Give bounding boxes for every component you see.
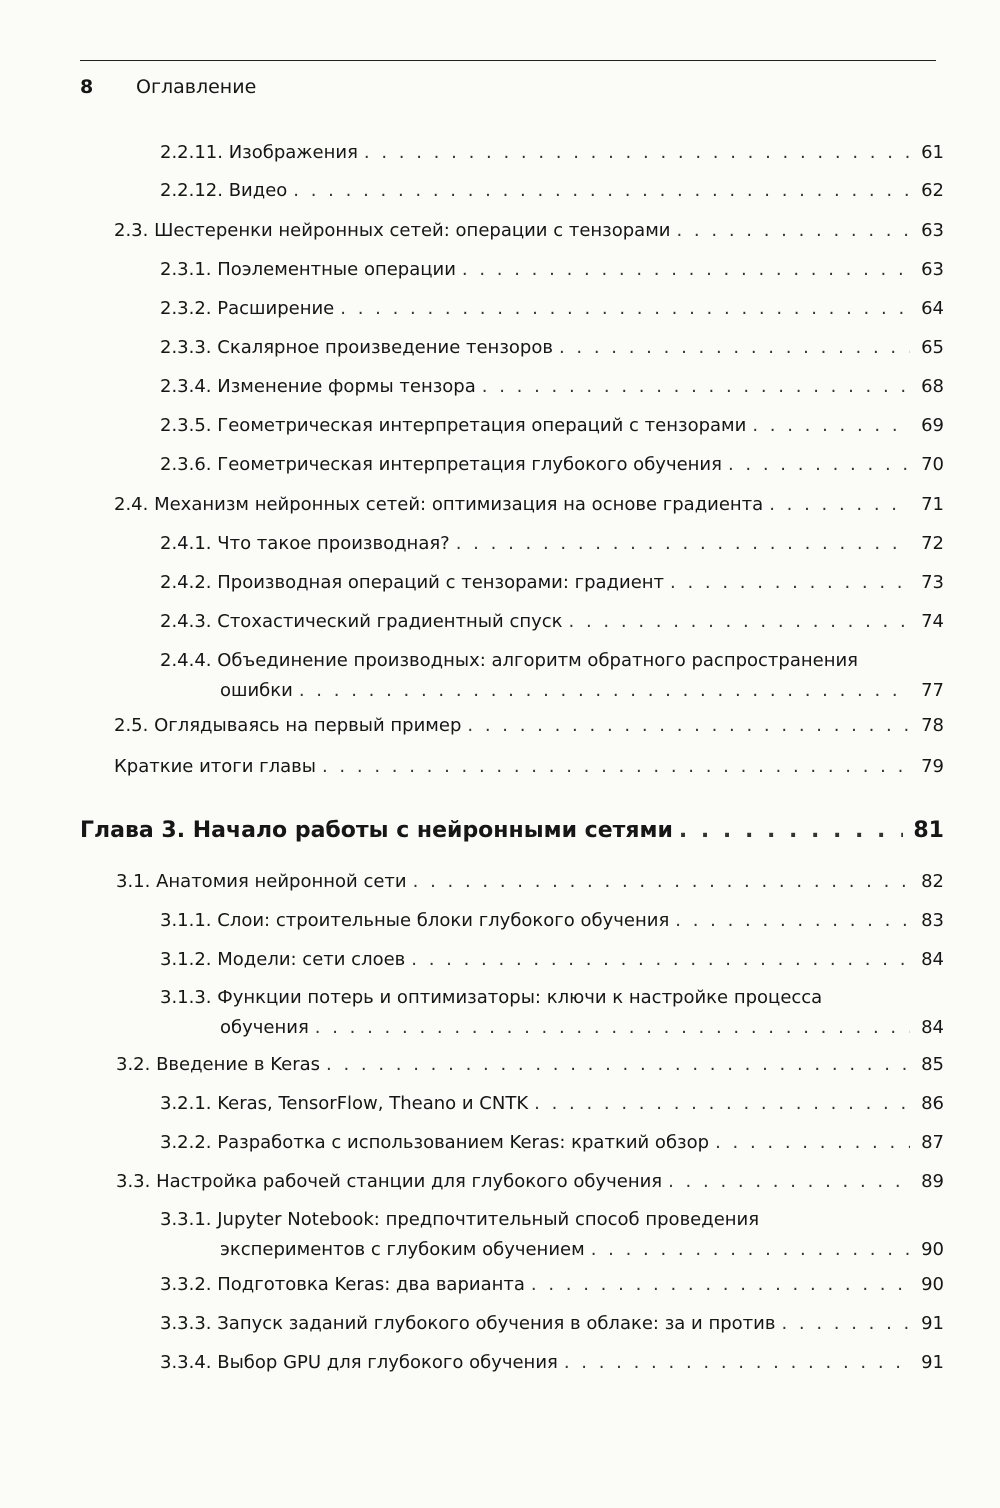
dot-leader <box>293 176 910 206</box>
toc-number: 2.3. <box>114 220 155 241</box>
toc-entry[interactable] <box>80 490 944 520</box>
toc-entry[interactable] <box>80 255 944 285</box>
toc-title: Производная операций с тензорами: градиент <box>217 572 665 593</box>
toc-page: 81 <box>913 818 944 843</box>
toc-entry[interactable] <box>80 568 944 598</box>
toc-entry[interactable] <box>80 1089 944 1119</box>
toc-number: 2.3.5. <box>160 415 218 436</box>
toc-page: 82 <box>921 871 944 892</box>
dot-leader <box>326 1050 910 1080</box>
toc-title: Краткие итоги главы <box>114 756 316 777</box>
dot-leader <box>364 138 910 168</box>
toc-title: Видео <box>228 180 288 201</box>
toc-page: 62 <box>921 180 944 201</box>
toc-number: 2.4.3. <box>160 611 218 632</box>
dot-leader <box>462 255 910 285</box>
toc-entry[interactable] <box>80 529 944 559</box>
toc-number: 2.4. <box>114 494 155 515</box>
toc-number: 2.4.1. <box>160 533 218 554</box>
toc-page: 91 <box>921 1352 944 1373</box>
toc-title: Анатомия нейронной сети <box>156 871 407 892</box>
toc-number: 2.4.2. <box>160 572 218 593</box>
toc-title: Запуск заданий глубокого обучения в облаке: за и против <box>217 1313 776 1334</box>
toc-number: 2.5. <box>114 715 155 736</box>
toc-title: Скалярное произведение тензоров <box>217 337 553 358</box>
toc-page: 64 <box>921 298 944 319</box>
dot-leader <box>482 372 910 402</box>
toc-page: 85 <box>921 1054 944 1075</box>
toc-entry[interactable] <box>80 1309 944 1339</box>
dot-leader <box>340 294 910 324</box>
toc-title-continuation: ошибки <box>220 680 293 701</box>
toc-page: 78 <box>921 715 944 736</box>
toc-page: 74 <box>921 611 944 632</box>
toc-page: 79 <box>921 756 944 777</box>
toc-title: Шестеренки нейронных сетей: операции с тензорами <box>154 220 671 241</box>
toc-number: 3.2.1. <box>160 1093 218 1114</box>
dot-leader <box>315 1013 910 1043</box>
toc-number: 2.3.6. <box>160 454 218 475</box>
dot-leader <box>591 1235 910 1265</box>
toc-page: 91 <box>921 1313 944 1334</box>
table-of-contents <box>80 130 944 1390</box>
toc-page: 61 <box>921 142 944 163</box>
toc-number: 3.3.4. <box>160 1352 218 1373</box>
toc-title: Разработка с использованием Keras: краткий обзор <box>217 1132 710 1153</box>
toc-entry[interactable] <box>80 983 944 1043</box>
toc-page: 73 <box>921 572 944 593</box>
dot-leader <box>534 1089 910 1119</box>
toc-number: 2.3.4. <box>160 376 218 397</box>
dot-leader <box>679 816 903 846</box>
toc-title: Настройка рабочей станции для глубокого обучения <box>156 1171 663 1192</box>
toc-title: Keras, TensorFlow, Theano и CNTK <box>217 1093 529 1114</box>
toc-title: Подготовка Keras: два варианта <box>217 1274 525 1295</box>
toc-page: 77 <box>921 680 944 701</box>
toc-entry[interactable] <box>80 176 944 206</box>
toc-page: 84 <box>921 949 944 970</box>
toc-number: 2.2.11. <box>160 142 229 163</box>
dot-leader <box>670 568 910 598</box>
toc-title: Расширение <box>217 298 335 319</box>
toc-number: 2.4.4. <box>160 650 218 671</box>
dot-leader <box>769 490 910 520</box>
toc-entry[interactable] <box>80 711 944 741</box>
dot-leader <box>299 676 910 706</box>
toc-number: 2.2.12. <box>160 180 229 201</box>
toc-number: 3.3.3. <box>160 1313 218 1334</box>
toc-title: Изображения <box>228 142 358 163</box>
toc-entry[interactable] <box>80 216 944 246</box>
toc-page: 83 <box>921 910 944 931</box>
page-number: 8 <box>80 76 94 98</box>
toc-number: 3.2.2. <box>160 1132 218 1153</box>
toc-page: 70 <box>921 454 944 475</box>
toc-page: 84 <box>921 1017 944 1038</box>
toc-page: 65 <box>921 337 944 358</box>
toc-page: 90 <box>921 1239 944 1260</box>
toc-number: 2.3.3. <box>160 337 218 358</box>
toc-title: Геометрическая интерпретация операций с тензорами <box>217 415 747 436</box>
toc-page: 87 <box>921 1132 944 1153</box>
dot-leader <box>411 945 910 975</box>
toc-title: Механизм нейронных сетей: оптимизация на основе градиента <box>154 494 764 515</box>
toc-entry[interactable] <box>80 945 944 975</box>
toc-entry[interactable] <box>80 1270 944 1300</box>
toc-title: Начало работы с нейронными сетями <box>192 818 673 843</box>
toc-page: 72 <box>921 533 944 554</box>
toc-entry[interactable] <box>80 867 944 897</box>
header-rule <box>80 60 936 61</box>
dot-leader <box>752 411 910 441</box>
toc-number: 3.1.3. <box>160 987 218 1008</box>
toc-title: Выбор GPU для глубокого обучения <box>217 1352 558 1373</box>
dot-leader <box>675 906 910 936</box>
toc-entry[interactable] <box>80 333 944 363</box>
toc-page: 63 <box>921 259 944 280</box>
toc-page: 90 <box>921 1274 944 1295</box>
toc-number: 3.3. <box>116 1171 157 1192</box>
toc-title: Стохастический градиентный спуск <box>217 611 563 632</box>
toc-page: 69 <box>921 415 944 436</box>
dot-leader <box>456 529 910 559</box>
toc-number: 2.3.2. <box>160 298 218 319</box>
toc-number: 3.3.1. <box>160 1209 218 1230</box>
toc-entry[interactable] <box>80 138 944 168</box>
toc-entry[interactable] <box>80 1348 944 1378</box>
dot-leader <box>564 1348 910 1378</box>
toc-title: Геометрическая интерпретация глубокого обучения <box>217 454 722 475</box>
dot-leader <box>676 216 910 246</box>
toc-title: Слои: строительные блоки глубокого обучения <box>217 910 670 931</box>
dot-leader <box>467 711 910 741</box>
toc-title: Введение в Keras <box>156 1054 321 1075</box>
dot-leader <box>569 607 910 637</box>
toc-entry[interactable] <box>80 607 944 637</box>
toc-title: Функции потерь и оптимизаторы: ключи к настройке процесса <box>217 987 823 1008</box>
toc-title-continuation: обучения <box>220 1017 309 1038</box>
dot-leader <box>715 1128 910 1158</box>
toc-title: Модели: сети слоев <box>217 949 406 970</box>
toc-number: 3.3.2. <box>160 1274 218 1295</box>
toc-entry[interactable] <box>80 906 944 936</box>
toc-entry[interactable] <box>80 372 944 402</box>
toc-number: 2.3.1. <box>160 259 218 280</box>
toc-number: 3.1.1. <box>160 910 218 931</box>
toc-entry[interactable] <box>80 294 944 324</box>
toc-entry[interactable] <box>80 1050 944 1080</box>
toc-page: 71 <box>921 494 944 515</box>
toc-title: Что такое производная? <box>217 533 450 554</box>
toc-title: Изменение формы тензора <box>217 376 476 397</box>
toc-number: Глава 3. <box>80 818 193 843</box>
toc-title-continuation: экспериментов с глубоким обучением <box>220 1239 585 1260</box>
running-head-title: Оглавление <box>136 76 257 98</box>
toc-entry[interactable] <box>80 1205 944 1265</box>
dot-leader <box>413 867 910 897</box>
toc-entry[interactable] <box>80 752 944 782</box>
toc-page: 68 <box>921 376 944 397</box>
toc-title: Оглядываясь на первый пример <box>154 715 462 736</box>
dot-leader <box>728 450 910 480</box>
toc-title: Поэлементные операции <box>217 259 456 280</box>
dot-leader <box>668 1167 910 1197</box>
toc-entry[interactable] <box>80 411 944 441</box>
toc-page: 63 <box>921 220 944 241</box>
toc-number: 3.1.2. <box>160 949 218 970</box>
toc-entry[interactable] <box>80 1128 944 1158</box>
toc-page: 86 <box>921 1093 944 1114</box>
dot-leader <box>781 1309 910 1339</box>
toc-number: 3.2. <box>116 1054 157 1075</box>
toc-entry[interactable] <box>80 646 944 706</box>
toc-chapter[interactable] <box>80 816 944 846</box>
toc-entry[interactable] <box>80 450 944 480</box>
toc-number: 3.1. <box>116 871 157 892</box>
dot-leader <box>322 752 910 782</box>
toc-title: Объединение производных: алгоритм обратного распространения <box>217 650 858 671</box>
dot-leader <box>559 333 910 363</box>
toc-page: 89 <box>921 1171 944 1192</box>
dot-leader <box>531 1270 910 1300</box>
toc-title: Jupyter Notebook: предпочтительный способ проведения <box>217 1209 760 1230</box>
running-head <box>80 74 256 100</box>
toc-entry[interactable] <box>80 1167 944 1197</box>
